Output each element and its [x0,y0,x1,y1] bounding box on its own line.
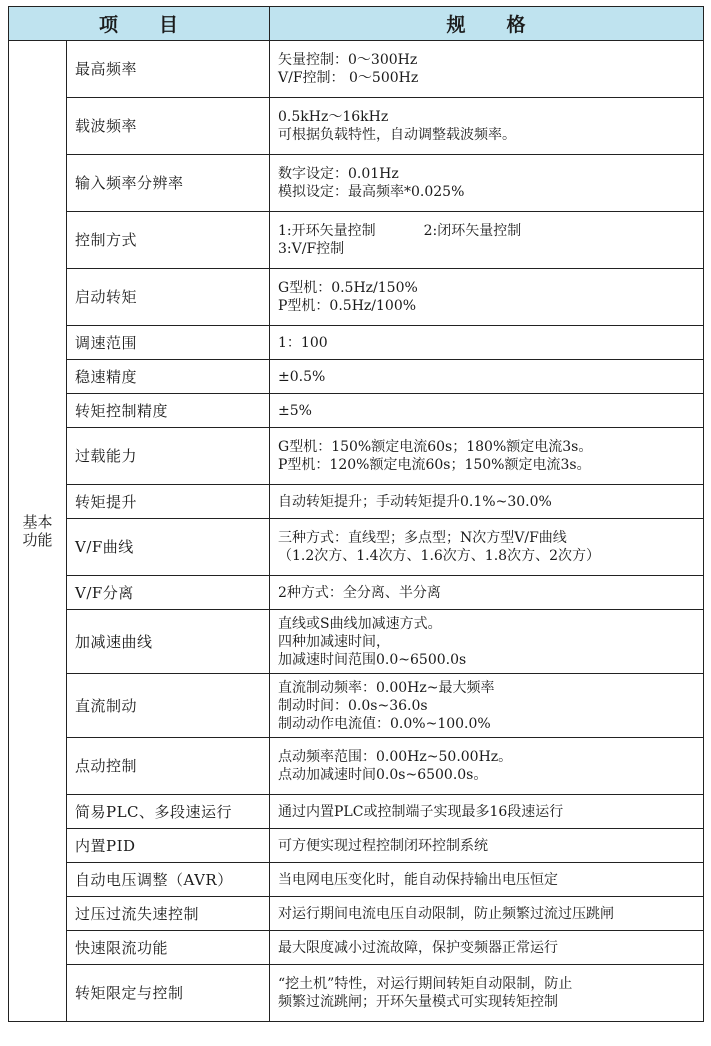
table-row [9,98,704,155]
spec-line: 四种加减速时间， [278,633,391,650]
table-row [9,394,704,428]
table-row [9,269,704,326]
spec-line: 频繁过流跳闸；开环矢量模式可实现转矩控制 [278,994,559,1010]
spec-cell [270,269,704,326]
table-row [9,897,704,931]
spec-cell [270,212,704,269]
spec-line: 点动频率范围：0.00Hz~50.00Hz。 [278,749,513,765]
table-row [9,519,704,576]
spec-line: 点动加减速时间0.0s~6500.0s。 [278,767,488,783]
table-row [9,795,704,829]
spec-line: 最大限度减小过流故障，保护变频器正常运行 [278,939,559,956]
spec-cell [270,360,704,394]
category-line: 功能 [22,531,53,549]
table-row [9,41,704,98]
table-row [9,674,704,738]
item-cell: V/F分离 [67,576,270,610]
spec-cell [270,519,704,576]
spec-cell [270,897,704,931]
spec-cell [270,428,704,485]
header-item: 项 目 [9,7,270,41]
category-cell [9,41,67,1022]
spec-line: 当电网电压变化时，能自动保持输出电压恒定 [278,871,559,888]
item-cell: 快速限流功能 [67,931,270,965]
category-line: 基本 [22,513,53,531]
spec-cell [270,326,704,360]
item-cell: 调速范围 [67,326,270,360]
spec-line: 制动动作电流值：0.0%~100.0% [278,715,491,732]
spec-cell [270,795,704,829]
spec-line: 通过内置PLC或控制端子实现最多16段速运行 [278,803,564,820]
table-row [9,863,704,897]
table-row [9,212,704,269]
spec-line: P型机：0.5Hz/100% [278,298,417,314]
spec-line: ±0.5% [278,368,326,385]
spec-cell [270,485,704,519]
spec-cell [270,829,704,863]
item-cell: 自动电压调整（AVR） [67,863,270,897]
item-cell: 输入频率分辨率 [67,155,270,212]
spec-cell [270,155,704,212]
header-spec: 规 格 [270,7,704,41]
spec-line: 矢量控制：0～300Hz [278,52,418,68]
item-cell: 过压过流失速控制 [67,897,270,931]
spec-line: 0.5kHz～16kHz [278,109,389,125]
spec-cell [270,98,704,155]
spec-line: 3:V/F控制 [278,241,345,257]
item-cell: 转矩控制精度 [67,394,270,428]
item-cell: 直流制动 [67,674,270,738]
spec-line: （1.2次方、1.4次方、1.6次方、1.8次方、2次方） [278,548,600,564]
spec-option: 1:开环矢量控制 [278,223,376,239]
table-row [9,965,704,1022]
spec-cell [270,965,704,1022]
table-row [9,576,704,610]
spec-line: 加减速时间范围0.0~6500.0s [278,651,467,668]
spec-cell [270,863,704,897]
spec-line: “挖土机”特性，对运行期间转矩自动限制，防止 [278,976,573,992]
table-header-row [9,7,704,41]
spec-line: 可根据负载特性，自动调整载波频率。 [278,127,517,143]
spec-line: 对运行期间电流电压自动限制，防止频繁过流过压跳闸 [278,905,615,922]
item-cell: 点动控制 [67,738,270,795]
spec-line: 数字设定：0.01Hz [278,166,399,182]
spec-line: V/F控制： 0～500Hz [278,70,419,86]
table-row [9,485,704,519]
table-row [9,931,704,965]
spec-line: P型机：120%额定电流60s；150%额定电流3s。 [278,457,591,473]
spec-option: 2:闭环矢量控制 [423,223,522,239]
item-cell: 控制方式 [67,212,270,269]
spec-line: 三种方式：直线型；多点型；N次方型V/F曲线 [278,530,567,546]
spec-cell [270,674,704,738]
spec-line: 制动时间：0.0s~36.0s [278,697,428,714]
item-cell: 加减速曲线 [67,610,270,674]
table-row [9,360,704,394]
spec-line: 直流制动频率：0.00Hz~最大频率 [278,679,495,696]
table-row [9,610,704,674]
item-cell: 启动转矩 [67,269,270,326]
item-cell: 简易PLC、多段速运行 [67,795,270,829]
spec-line: 1：100 [278,334,328,351]
table-row [9,738,704,795]
item-cell: 转矩限定与控制 [67,965,270,1022]
spec-cell [270,931,704,965]
spec-cell [270,576,704,610]
spec-line: 模拟设定：最高频率*0.025% [278,184,465,200]
item-cell: 内置PID [67,829,270,863]
item-cell: 稳速精度 [67,360,270,394]
spec-cell [270,41,704,98]
spec-table [8,6,704,1022]
table-row [9,155,704,212]
spec-line: G型机：150%额定电流60s；180%额定电流3s。 [278,439,593,455]
spec-line: 自动转矩提升；手动转矩提升0.1%~30.0% [278,493,552,510]
spec-line: 2种方式：全分离、半分离 [278,584,441,601]
spec-line: G型机：0.5Hz/150% [278,280,418,296]
table-row [9,326,704,360]
spec-line: ±5% [278,402,312,419]
table-row [9,428,704,485]
spec-line [278,222,695,240]
spec-line: 直线或S曲线加减速方式。 [278,615,442,632]
item-cell: 转矩提升 [67,485,270,519]
item-cell: 载波频率 [67,98,270,155]
spec-cell [270,738,704,795]
item-cell: V/F曲线 [67,519,270,576]
item-cell: 最高频率 [67,41,270,98]
spec-cell [270,610,704,674]
spec-line: 可方便实现过程控制闭环控制系统 [278,837,489,854]
table-row [9,829,704,863]
item-cell: 过载能力 [67,428,270,485]
spec-cell [270,394,704,428]
